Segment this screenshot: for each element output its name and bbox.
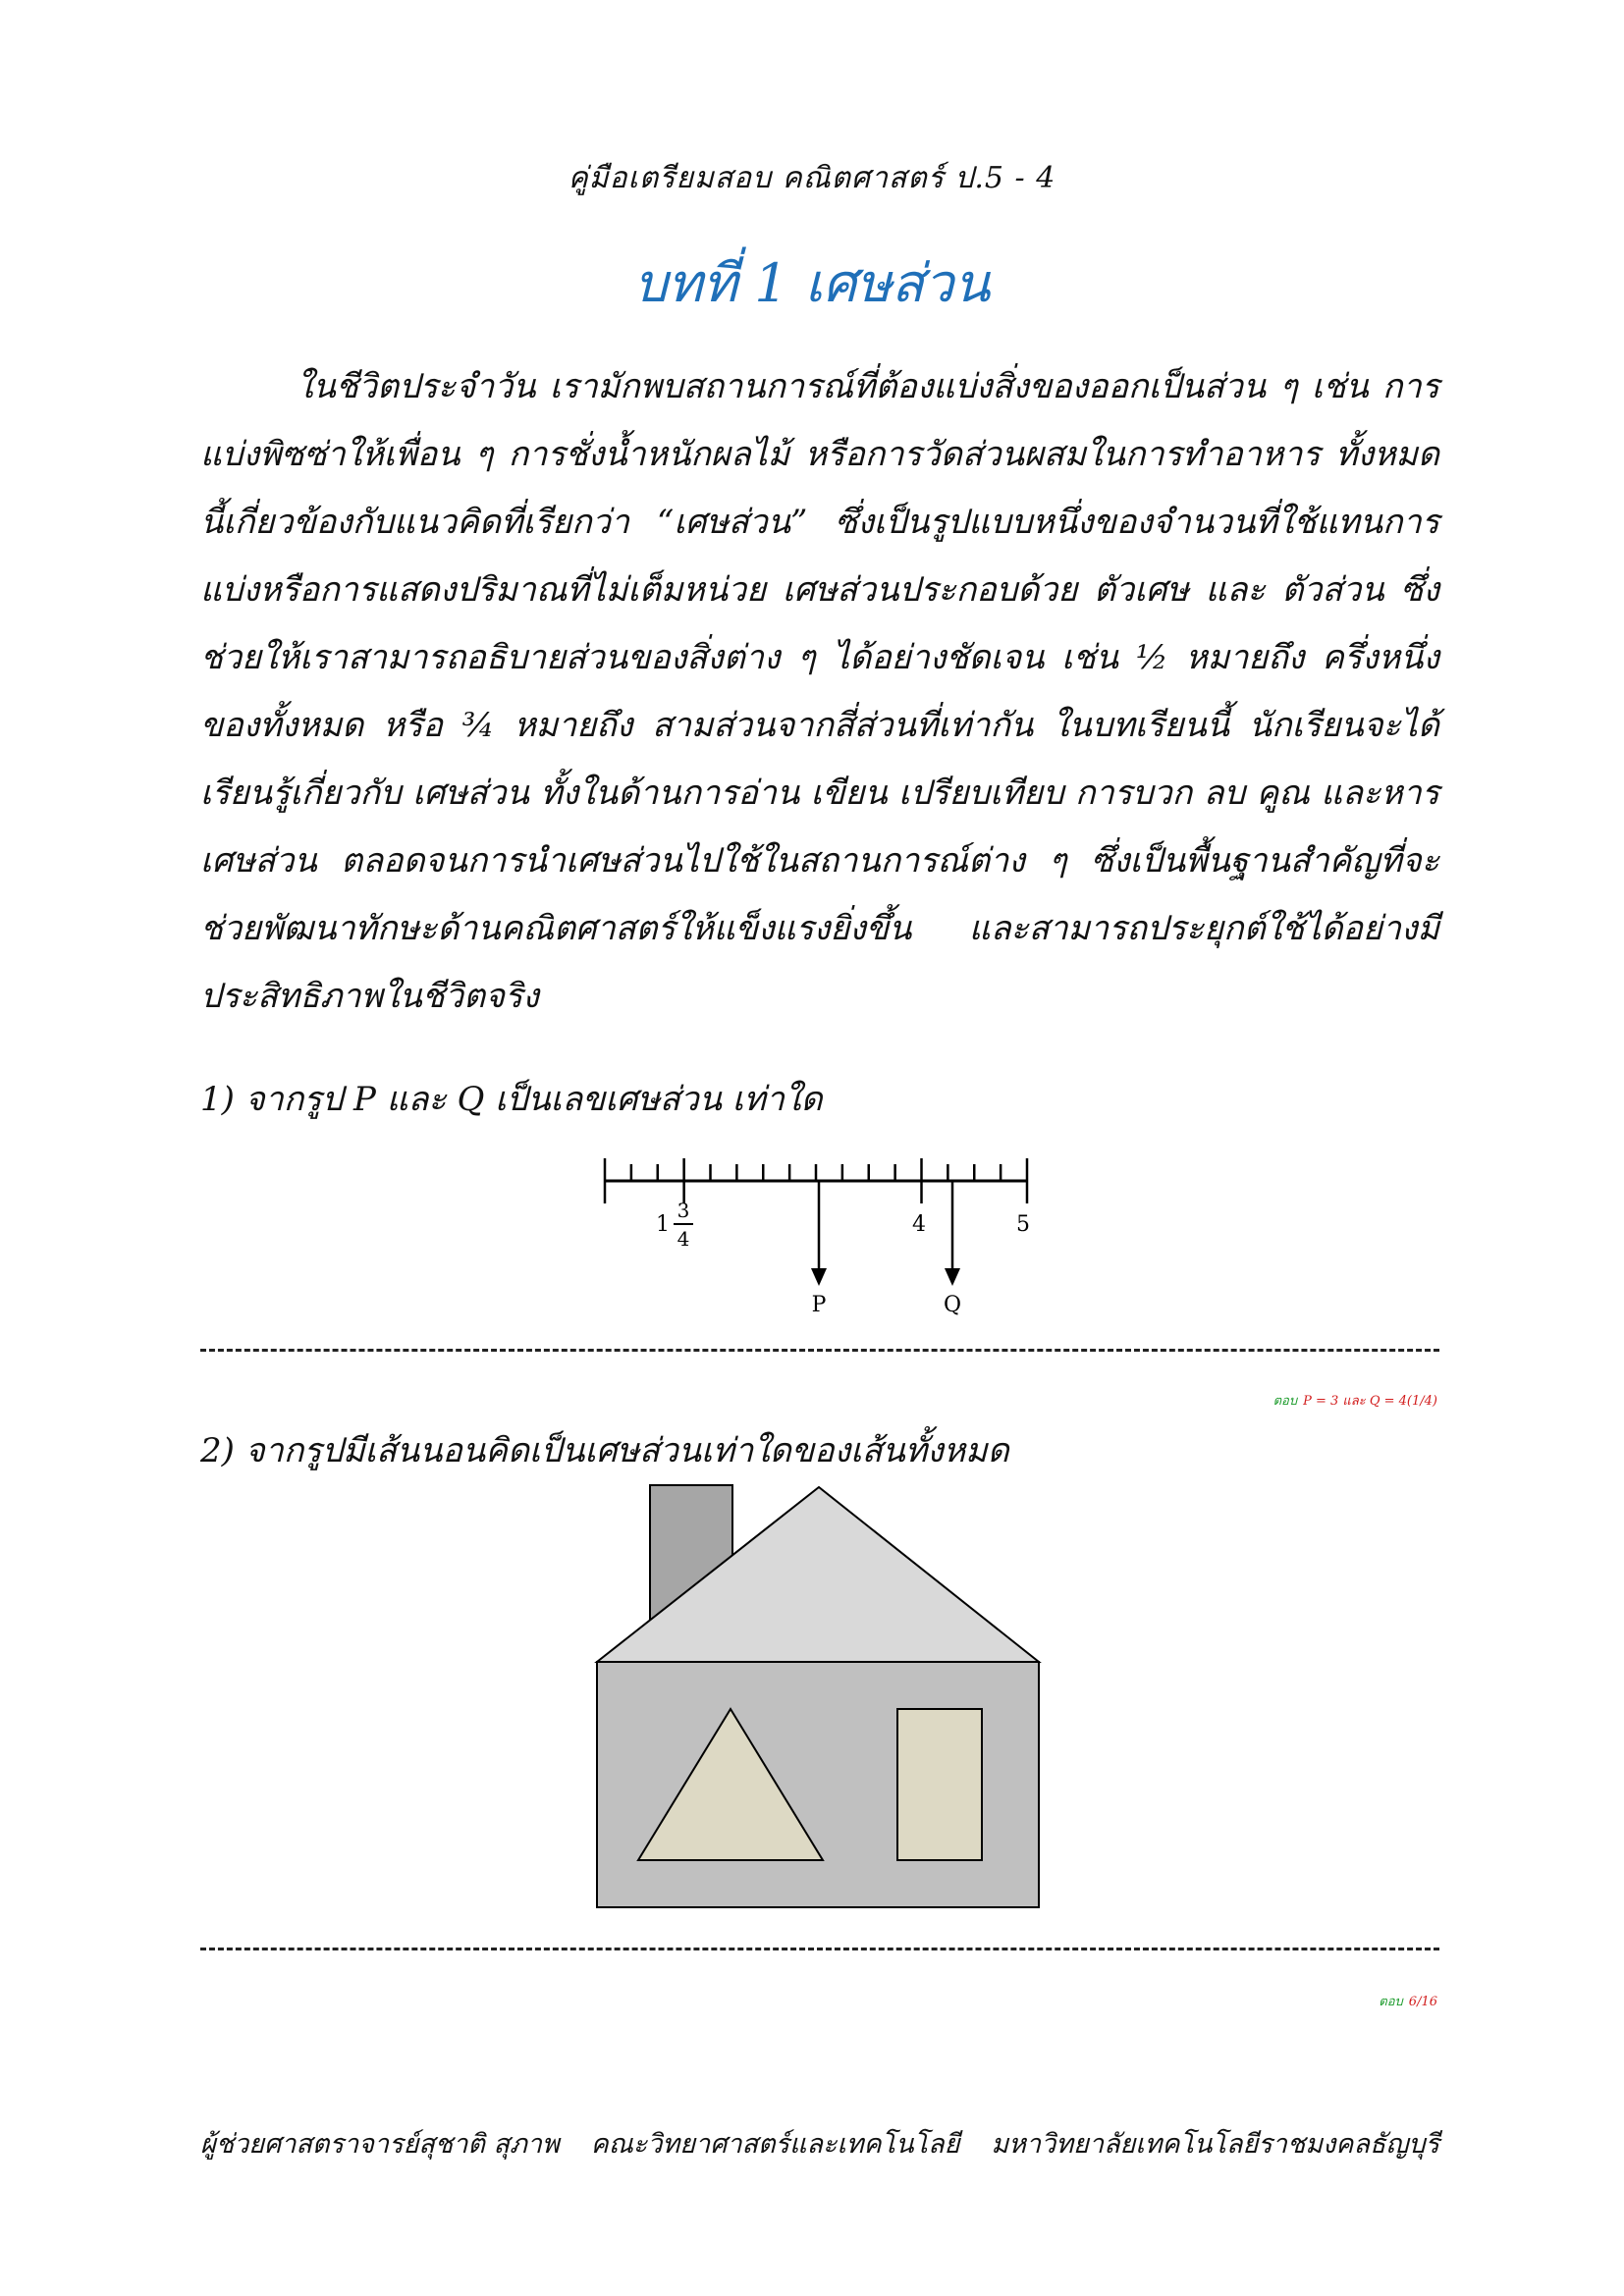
answer-1-label: ตอบ	[1272, 1394, 1298, 1409]
question-1-text: 1) จากรูป P และ Q เป็นเลขเศษส่วน เท่าใด	[200, 1080, 823, 1119]
footer-faculty: คณะวิทยาศาสตร์และเทคโนโลยี	[590, 2129, 960, 2160]
chapter-title: บทที่ 1 เศษส่วน	[633, 252, 991, 314]
answer-2-text: 6/16	[1408, 1995, 1437, 2009]
tick-label-5: 5	[1016, 1212, 1030, 1237]
answer-divider-2	[200, 1948, 1439, 1950]
intro-paragraph-block	[200, 353, 1439, 1031]
answer-divider-1	[200, 1349, 1439, 1352]
page-footer	[200, 2122, 1439, 2164]
number-line-figure	[589, 1147, 1060, 1323]
fraction-denominator: 4	[677, 1227, 690, 1251]
answer-1-text: P = 3 และ Q = 4(1/4)	[1303, 1394, 1437, 1409]
question-2-text: 2) จากรูปมีเส้นนอนคิดเป็นเศษส่วนเท่าใดของเส้นทั้งหมด	[200, 1431, 1009, 1470]
pointer-q-arrow	[945, 1181, 960, 1286]
pointer-p-label: P	[811, 1293, 827, 1317]
answer-2-label: ตอบ	[1379, 1995, 1403, 2009]
pointer-q-label: Q	[943, 1293, 962, 1317]
house-figure	[589, 1477, 1051, 1919]
answer-2	[1379, 1991, 1437, 2011]
fraction-numerator: 3	[677, 1199, 690, 1222]
footer-author: ผู้ช่วยศาสตราจารย์สุชาติ สุภาพ	[200, 2129, 560, 2160]
running-header: คู่มือเตรียมสอบ คณิตศาสตร์ ป.5 - 4	[568, 161, 1056, 195]
rectangle-shape	[897, 1709, 982, 1860]
pointer-p-arrow	[811, 1181, 827, 1286]
answer-1	[1273, 1390, 1437, 1411]
intro-paragraph: ในชีวิตประจำวัน เรามักพบสถานการณ์ที่ต้องแบ่งสิ่งของออกเป็นส่วน ๆ เช่น การแบ่งพิซซ่าให้เพื่อน ๆ การชั่งน้ำหนักผลไม้ หรือการวัดส่วนผสมในการทำอาหาร ทั้งหมดนี้เกี่ยวข้องกับแนวคิดที่เรียกว่า “เศษส่วน” ซึ่งเป็นรูปแบบหนึ่งของจำนวนที่ใช้แทนการแบ่งหรือการแสดงปริมาณที่ไม่เต็มหน่วย เศษส่วนประกอบด้วย ตัวเศษ และ ตัวส่วน ซึ่งช่วยให้เราสามารถอธิบายส่วนของสิ่งต่าง ๆ ได้อย่างชัดเจน เช่น ½ หมายถึง ครึ่งหนึ่งของทั้งหมด หรือ ¾ หมายถึง สามส่วนจากสี่ส่วนที่เท่ากัน ในบทเรียนนี้ นักเรียนจะได้เรียนรู้เกี่ยวกับ เศษส่วน ทั้งในด้านการอ่าน เขียน เปรียบเทียบ การบวก ลบ คูณ และหารเศษส่วน ตลอดจนการนำเศษส่วนไปใช้ในสถานการณ์ต่าง ๆ ซึ่งเป็นพื้นฐานสำคัญที่จะช่วยพัฒนาทักษะด้านคณิตศาสตร์ให้แข็งแรงยิ่งขึ้น และสามารถประยุกต์ใช้ได้อย่างมีประสิทธิภาพในชีวิตจริง	[200, 367, 1439, 1016]
tick-label-4: 4	[912, 1212, 926, 1237]
footer-university: มหาวิทยาลัยเทคโนโลยีราชมงคลธัญบุรี	[991, 2129, 1439, 2160]
fraction-whole: 1	[656, 1212, 670, 1237]
